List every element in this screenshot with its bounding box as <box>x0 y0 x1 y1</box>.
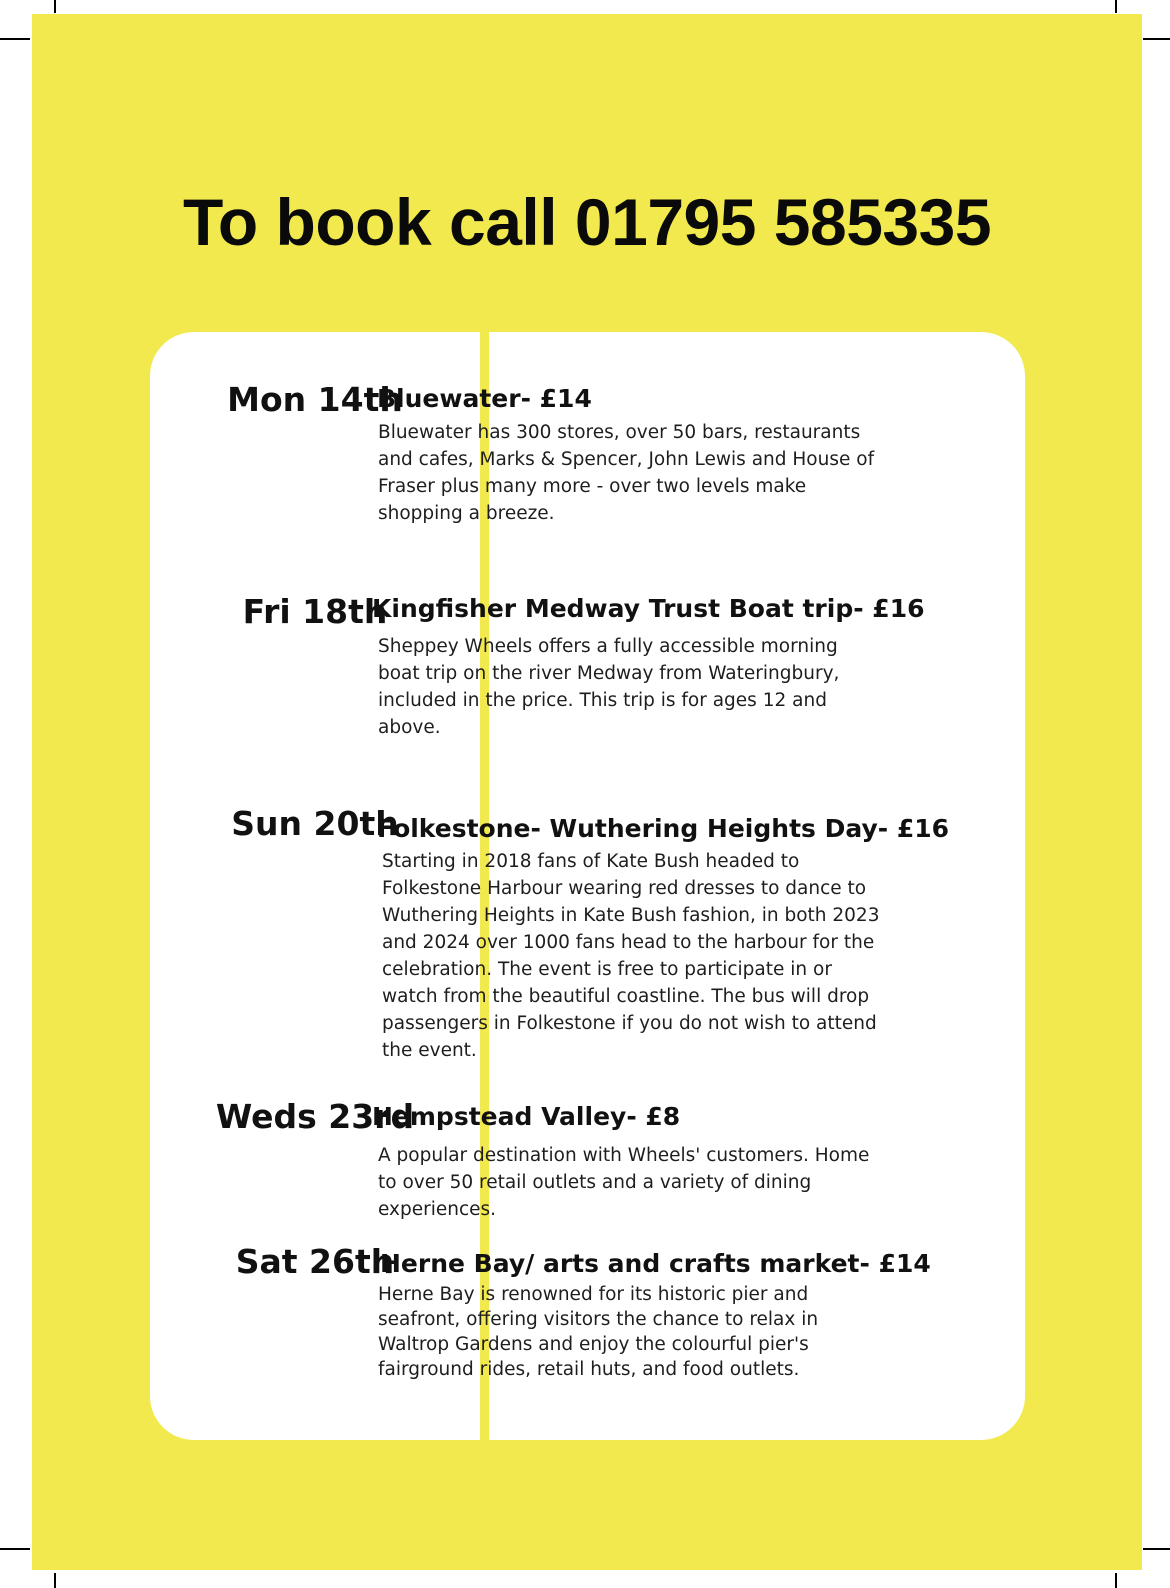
crop-mark-top-right <box>1115 0 1117 13</box>
event-title: Hempstead Valley- £8 <box>372 1102 681 1131</box>
crop-mark-bottom-left <box>54 1573 56 1588</box>
event-description: Bluewater has 300 stores, over 50 bars, restaurants and cafes, Marks & Spencer, John Lewis and House of Fraser plus many more - over two levels make shopping a breeze. <box>378 422 875 524</box>
crop-mark-top-left <box>54 0 56 13</box>
crop-mark-left-lower <box>0 1548 30 1550</box>
event-description: A popular destination with Wheels' customers. Home to over 50 retail outlets and a variety of dining experiences. <box>378 1145 870 1220</box>
event-date: Fri 18th <box>242 592 388 631</box>
event-description: Starting in 2018 fans of Kate Bush headed to Folkestone Harbour wearing red dresses to dance to Wuthering Heights in Kate Bush fashion, in both 2023 and 2024 over 1000 fans head to the harbour for the celebration. The event is free to participate in or watch from the beautiful coastline. The bus will drop passengers in Folkestone if you do not wish to attend the event. <box>382 851 880 1061</box>
event-title: Herne Bay/ arts and crafts market- £14 <box>380 1249 931 1278</box>
event-date: Mon 14th <box>227 380 403 419</box>
event-date: Sun 20th <box>231 804 399 843</box>
crop-mark-bottom-right <box>1115 1573 1117 1588</box>
event-title: Folkestone- Wuthering Heights Day- £16 <box>377 814 950 843</box>
event-description: Sheppey Wheels offers a fully accessible morning boat trip on the river Medway from Wateringbury, included in the price. This trip is for ages 12 and above. <box>378 636 840 738</box>
event-title: Kingfisher Medway Trust Boat trip- £16 <box>372 594 925 623</box>
event-title: Bluewater- £14 <box>377 384 592 413</box>
event-date: Weds 23rd <box>215 1097 415 1136</box>
booking-headline: To book call 01795 585335 <box>182 185 992 259</box>
crop-mark-right-lower <box>1143 1548 1170 1550</box>
crop-mark-right-upper <box>1143 38 1170 40</box>
flyer <box>32 14 1142 1570</box>
event-description: Herne Bay is renowned for its historic pier and seafront, offering visitors the chance to relax in Waltrop Gardens and enjoy the colourful pier's fairground rides, retail huts, and food outlets. <box>378 1284 819 1380</box>
crop-mark-left-upper <box>0 38 30 40</box>
event-date: Sat 26th <box>235 1242 395 1281</box>
events-card <box>150 332 1025 1440</box>
